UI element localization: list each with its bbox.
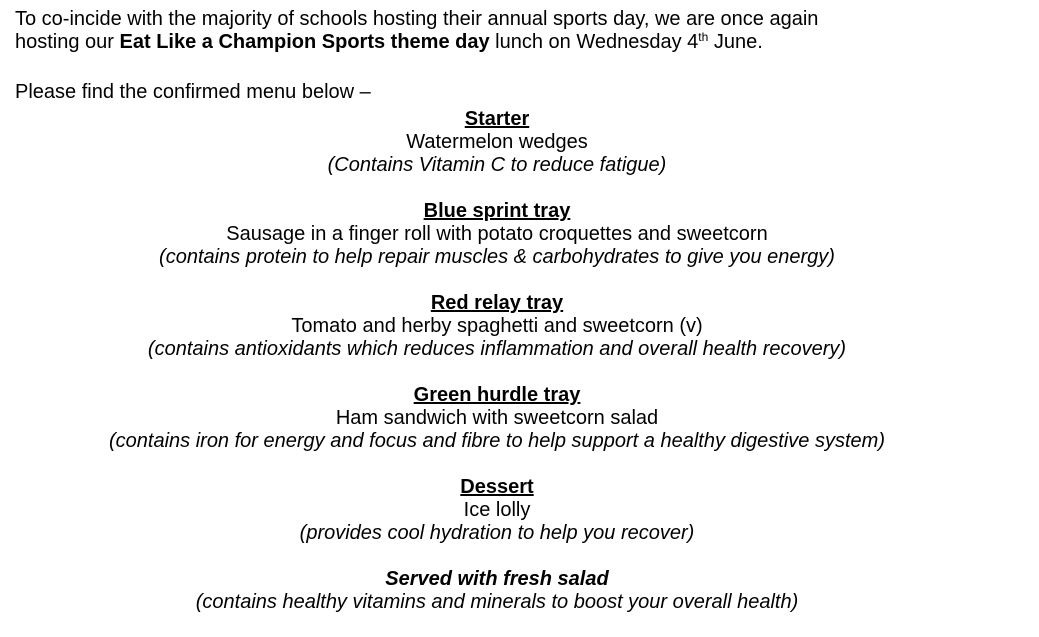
- menu-note: (provides cool hydration to help you recover): [299, 522, 695, 544]
- intro-line-1: To co-incide with the majority of schools hosting their annual sports day, we are once again: [15, 8, 819, 30]
- intro-paragraph: [15, 8, 1025, 104]
- menu-heading: Dessert: [460, 476, 534, 498]
- menu-item: Ice lolly: [463, 499, 531, 521]
- menu-section-served-with: [0, 568, 994, 614]
- menu-intro-text: Please find the confirmed menu below –: [15, 81, 371, 103]
- served-with-note: (contains healthy vitamins and minerals to boost your overall health): [195, 591, 799, 613]
- intro-line-2: [15, 31, 1025, 54]
- menu-section-blue-sprint-tray: [0, 200, 994, 269]
- menu-section-green-hurdle-tray: [0, 384, 994, 453]
- menu-section-dessert: [0, 476, 994, 545]
- intro-line-2-start: hosting our: [15, 31, 120, 53]
- intro-line-2-date: lunch on Wednesday 4: [489, 31, 699, 53]
- menu-section-red-relay-tray: [0, 292, 994, 361]
- menu-item: Watermelon wedges: [406, 131, 588, 153]
- menu-note: (contains protein to help repair muscles & carbohydrates to give you energy): [159, 246, 835, 268]
- menu-section-starter: [0, 108, 994, 177]
- menu-note: (contains antioxidants which reduces inflammation and overall health recovery): [147, 338, 847, 360]
- date-ordinal-suffix: th: [698, 30, 709, 44]
- event-name: Eat Like a Champion Sports theme day: [119, 31, 490, 53]
- served-with-heading: Served with fresh salad: [385, 568, 609, 590]
- menu-list: [0, 108, 994, 637]
- menu-heading: Red relay tray: [430, 292, 564, 314]
- intro-line-2-end: June.: [708, 31, 763, 53]
- menu-heading: Green hurdle tray: [413, 384, 581, 406]
- menu-item: Ham sandwich with sweetcorn salad: [335, 407, 659, 429]
- menu-heading: Starter: [464, 108, 530, 130]
- menu-item: Tomato and herby spaghetti and sweetcorn (v): [291, 315, 703, 337]
- menu-note: (Contains Vitamin C to reduce fatigue): [327, 154, 667, 176]
- menu-note: (contains iron for energy and focus and fibre to help support a healthy digestive system): [109, 430, 885, 452]
- menu-heading: Blue sprint tray: [423, 200, 571, 222]
- menu-item: Sausage in a finger roll with potato croquettes and sweetcorn: [226, 223, 768, 245]
